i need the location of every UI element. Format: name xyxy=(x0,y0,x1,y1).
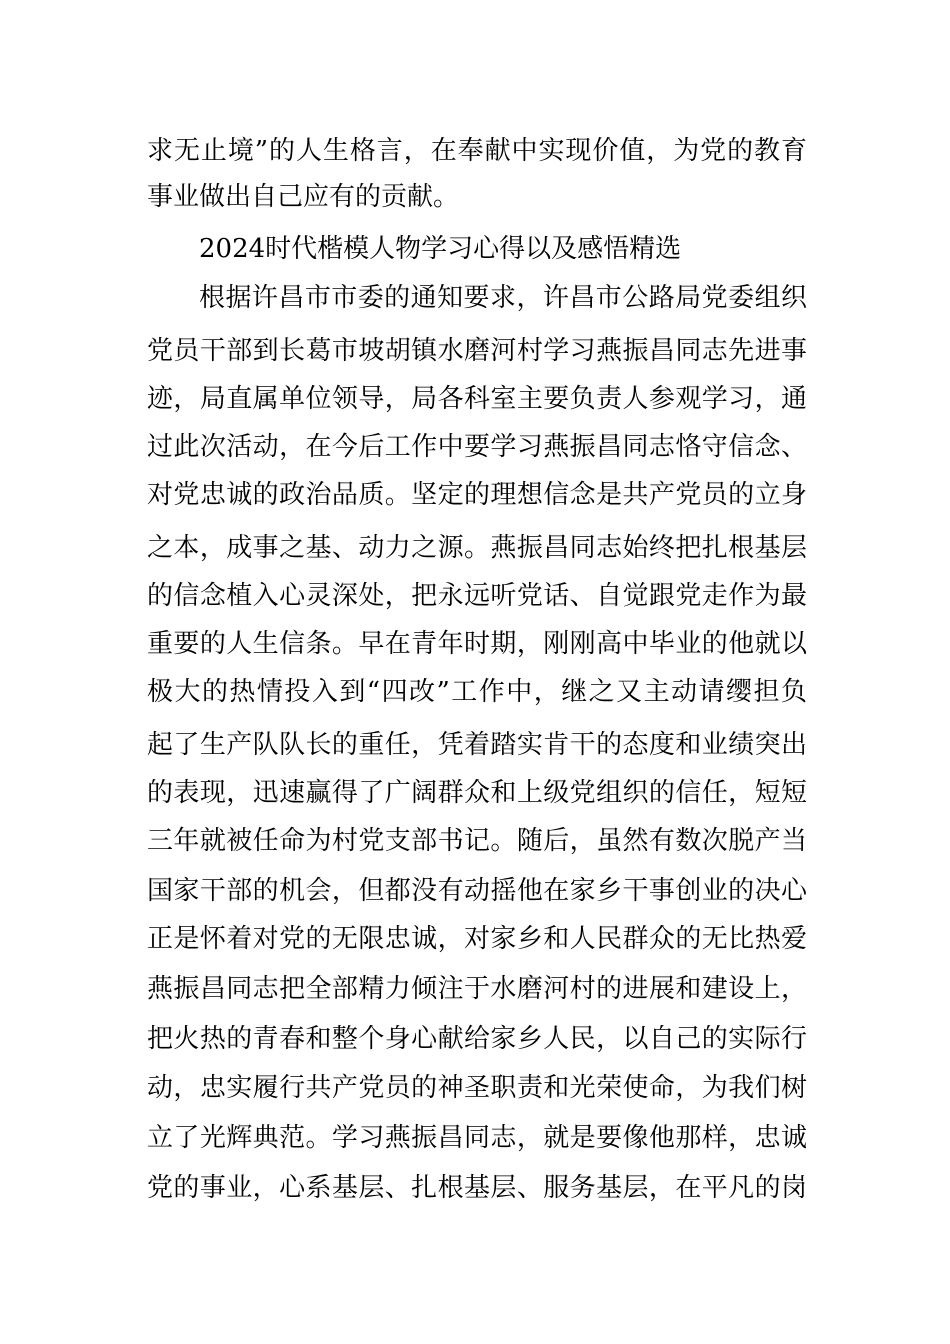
text-line: 事业做出自己应有的贡献。 xyxy=(147,182,460,212)
text-line: 过此次活动，在今后工作中要学习燕振昌同志恪守信念、 xyxy=(147,432,807,462)
text-line: 三年就被任命为村党支部书记。随后，虽然有数次脱产当 xyxy=(147,826,807,856)
text-line: 燕振昌同志把全部精力倾注于水磨河村的进展和建设上， xyxy=(147,974,807,1004)
text-line: 重要的人生信条。早在青年时期，刚刚高中毕业的他就以 xyxy=(147,629,807,659)
text-line: 把火热的青春和整个身心献给家乡人民，以自己的实际行 xyxy=(147,1024,807,1054)
text-line: 极大的热情投入到“四改”工作中，继之又主动请缨担负 xyxy=(147,677,807,707)
text-line: 动，忠实履行共产党员的神圣职责和光荣使命，为我们树 xyxy=(147,1073,807,1103)
section-heading: 2024时代楷模人物学习心得以及感悟精选 xyxy=(199,234,682,264)
text-line: 党员干部到长葛市坡胡镇水磨河村学习燕振昌同志先进事 xyxy=(147,336,807,366)
text-line: 国家干部的机会，但都没有动摇他在家乡干事创业的决心 xyxy=(147,876,807,906)
text-line: 立了光辉典范。学习燕振昌同志，就是要像他那样，忠诚 xyxy=(147,1123,807,1153)
text-line: 对党忠诚的政治品质。坚定的理想信念是共产党员的立身 xyxy=(147,480,807,510)
text-line: 之本，成事之基、动力之源。燕振昌同志始终把扎根基层 xyxy=(147,533,807,563)
text-line: 的表现，迅速赢得了广阔群众和上级党组织的信任，短短 xyxy=(147,778,807,808)
text-line: 正是怀着对党的无限忠诚，对家乡和人民群众的无比热爱 xyxy=(147,924,807,954)
text-line: 的信念植入心灵深处，把永远听党话、自觉跟党走作为最 xyxy=(147,581,807,611)
text-line: 根据许昌市市委的通知要求，许昌市公路局党委组织 xyxy=(199,283,807,313)
text-line: 迹，局直属单位领导，局各科室主要负责人参观学习，通 xyxy=(147,384,807,414)
text-line: 起了生产队队长的重任，凭着踏实肯干的态度和业绩突出 xyxy=(147,730,807,760)
text-line: 党的事业，心系基层、扎根基层、服务基层，在平凡的岗 xyxy=(147,1173,807,1203)
text-line: 求无止境”的人生格言，在奉献中实现价值，为党的教育 xyxy=(147,136,807,166)
